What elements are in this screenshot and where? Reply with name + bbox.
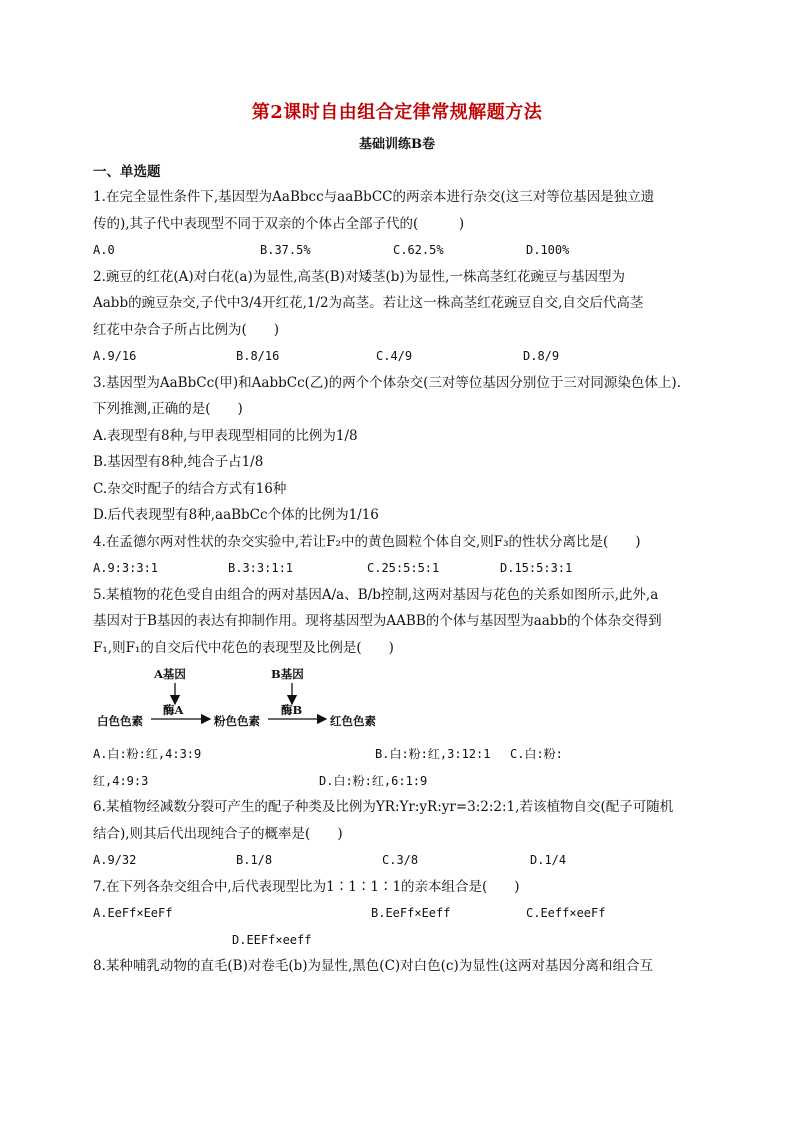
option-c: C.62.5% — [393, 243, 444, 257]
question-5-line-1: 5.某植物的花色受自由组合的两对基因A/a、B/b控制,这两对基因与花色的关系如图所示,此外,a — [93, 586, 659, 603]
option-c-part-2: 红,4:9:3 — [93, 773, 149, 788]
question-5-line-3: F₁,则F₁的自交后代中花色的表现型及比例是( ) — [93, 639, 394, 656]
pigment-pathway-diagram — [93, 661, 393, 741]
option-b: B.白:粉:红,3:12:1 — [375, 747, 491, 761]
question-3-line-2: 下列推测,正确的是( ) — [93, 401, 243, 417]
question-7-line-1: 7.在下列各杂交组合中,后代表现型比为1∶1∶1∶1的亲本组合是( ) — [93, 878, 520, 895]
option-a: A.9/16 — [93, 349, 137, 363]
question-2-line-3: 红花中杂合子所占比例为( ) — [93, 321, 280, 338]
option-a: A.EeFf×EeFf — [93, 906, 173, 920]
question-1-options — [93, 237, 697, 264]
question-3-option-c: C.杂交时配子的结合方式有16种 — [93, 480, 287, 497]
gene-b-label: B基因 — [271, 667, 304, 681]
option-c: C.Eeff×eeFf — [526, 906, 606, 920]
white-pigment-label: 白色色素 — [97, 714, 143, 728]
option-d: D.100% — [526, 243, 570, 257]
option-d: D.白:粉:红,6:1:9 — [319, 773, 428, 788]
question-7-options-row-2 — [93, 927, 697, 954]
option-c: C.3/8 — [382, 853, 419, 867]
question-3-option-a: A.表现型有8种,与甲表现型相同的比例为1/8 — [93, 427, 358, 444]
question-6-line-2: 结合),则其后代出现纯合子的概率是( ) — [93, 825, 343, 842]
page-title: 第2课时自由组合定律常规解题方法 — [251, 102, 543, 123]
question-3-line-1: 3.基因型为AaBbCc(甲)和AabbCc(乙)的两个个体杂交(三对等位基因分别位于三对同源染色体上). — [93, 374, 681, 391]
pathway-arrows — [93, 661, 393, 741]
question-3-option-d: D.后代表现型有8种,aaBbCc个体的比例为1/16 — [93, 507, 379, 523]
page-subtitle: 基础训练B卷 — [359, 137, 435, 152]
option-b: B.8/16 — [236, 349, 280, 363]
option-a: A.9:3:3:1 — [93, 561, 159, 575]
option-c: C.4/9 — [376, 349, 413, 363]
red-pigment-label: 红色色素 — [330, 714, 376, 728]
option-b: B.37.5% — [260, 243, 311, 257]
option-b: B.1/8 — [236, 853, 273, 867]
question-8-line-1: 8.某种哺乳动物的直毛(B)对卷毛(b)为显性,黑色(C)对白色(c)为显性(这两对基因分离和组合互 — [93, 958, 654, 974]
question-list — [93, 184, 697, 980]
option-d: D.1/4 — [530, 853, 567, 867]
question-4-options — [93, 555, 697, 582]
question-5-options-row-1 — [93, 741, 697, 768]
question-6-line-1: 6.某植物经减数分裂可产生的配子种类及比例为YR:Yr:yR:yr=3:2:2:1,若该植物自交(配子可随机 — [93, 799, 674, 815]
question-3-option-b: B.基因型有8种,纯合子占1/8 — [93, 454, 264, 470]
option-d: D.8/9 — [523, 349, 560, 363]
option-b: B.EeFf×Eeff — [371, 906, 451, 920]
question-2-line-2: Aabb的豌豆杂交,子代中3/4开红花,1/2为高茎。若让这一株高茎红花豌豆自交,自交后代高茎 — [93, 295, 644, 311]
enzyme-a-label: 酶A — [163, 703, 184, 717]
question-2-options — [93, 343, 697, 370]
question-5-options-row-2 — [93, 768, 697, 795]
option-c-part-1: C.白:粉: — [510, 747, 563, 761]
question-4-line-1: 4.在孟德尔两对性状的杂交实验中,若让F₂中的黄色圆粒个体自交,则F₃的性状分离比是( ) — [93, 533, 641, 550]
gene-a-label: A基因 — [154, 667, 186, 681]
question-1-line-2: 传的),其子代中表现型不同于双亲的个体占全部子代的( ) — [93, 215, 465, 232]
question-5-line-2: 基因对于B基因的表达有抑制作用。现将基因型为AABB的个体与基因型为aabb的个体杂交得到 — [93, 613, 662, 629]
option-d: D.EEFf×eeff — [232, 932, 312, 947]
question-2-line-1: 2.豌豆的红花(A)对白花(a)为显性,高茎(B)对矮茎(b)为显性,一株高茎红花豌豆与基因型为 — [93, 268, 625, 285]
option-a: A.0 — [93, 243, 115, 257]
option-b: B.3:3:1:1 — [228, 561, 294, 575]
section-heading: 一、单选题 — [93, 164, 161, 180]
option-d: D.15:5:3:1 — [500, 561, 573, 575]
option-a: A.9/32 — [93, 853, 137, 867]
pink-pigment-label: 粉色色素 — [214, 714, 260, 728]
question-1-line-1: 1.在完全显性条件下,基因型为AaBbcc与aaBbCC的两亲本进行杂交(这三对等位基因是独立遗 — [93, 189, 655, 205]
enzyme-b-label: 酶B — [281, 703, 303, 717]
question-7-options-row-1 — [93, 900, 697, 927]
question-6-options — [93, 847, 697, 874]
option-c: C.25:5:5:1 — [367, 561, 440, 575]
option-a: A.白:粉:红,4:3:9 — [93, 747, 202, 761]
